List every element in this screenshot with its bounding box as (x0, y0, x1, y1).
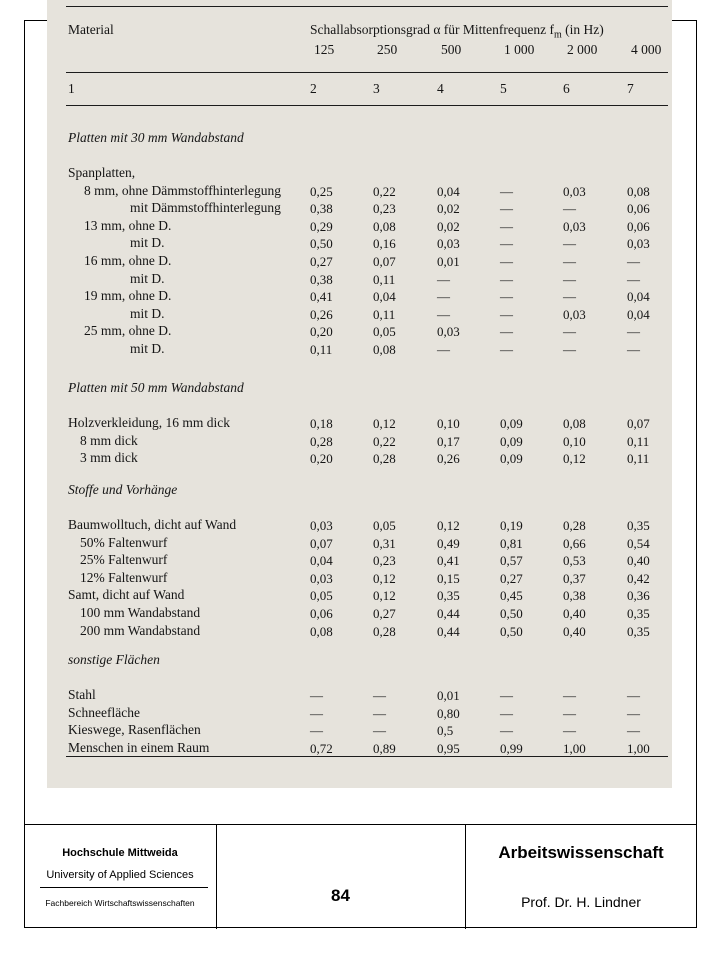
table-cell: — (373, 705, 386, 721)
table-cell: 0,57 (500, 553, 523, 569)
table-cell: 0,07 (310, 535, 333, 551)
column-number: 7 (627, 81, 634, 96)
table-cell: — (627, 688, 640, 703)
table-cell: — (563, 705, 576, 721)
table-cell: 0,28 (373, 623, 396, 639)
row-label: 25% Faltenwurf (80, 552, 168, 568)
table-cell: — (627, 254, 640, 269)
header-main-text: Schallabsorptionsgrad α für Mittenfrequenz f (310, 22, 555, 37)
column-number: 1 (68, 81, 75, 96)
table-cell: 0,02 (437, 218, 460, 234)
row-label: 8 mm, ohne Dämmstoffhinterlegung (84, 182, 281, 198)
row-label: 19 mm, ohne D. (84, 288, 172, 304)
table-cell: 0,10 (563, 433, 586, 449)
table-cell: 0,44 (437, 606, 460, 621)
row-label: 3 mm dick (80, 450, 138, 466)
table-cell: 0,53 (563, 553, 586, 569)
table-cell: 0,03 (627, 236, 650, 252)
table-cell: 0,40 (563, 623, 586, 639)
university-name: University of Applied Sciences (46, 869, 194, 881)
subject-title: Arbeitswissenschaft (498, 843, 664, 862)
table-cell: 0,17 (437, 433, 460, 449)
row-label: mit D. (130, 270, 165, 286)
table-cell: 0,28 (563, 518, 586, 533)
column-number: 6 (563, 81, 570, 96)
table-cell: 0,22 (373, 183, 396, 199)
table-cell: 0,50 (500, 606, 523, 621)
row-label: Samt, dicht auf Wand (68, 587, 185, 603)
department-name: Fachbereich Wirtschaftswissenschaften (45, 898, 195, 908)
section-title: Platten mit 30 mm Wandabstand (68, 130, 244, 145)
table-cell: — (563, 342, 576, 357)
table-cell: — (500, 342, 513, 357)
table-cell: 0,11 (373, 271, 396, 287)
table-cell: 0,09 (500, 433, 523, 449)
table-cell: 0,05 (310, 588, 333, 604)
row-label: 100 mm Wandabstand (80, 605, 201, 620)
table-cell: — (500, 289, 513, 305)
table-cell: — (563, 236, 576, 252)
table-cell: 0,01 (437, 688, 460, 703)
page-number: 84 (331, 886, 350, 905)
table-cell: 0,04 (373, 289, 396, 305)
table-cell: 0,49 (437, 535, 460, 551)
column-number: 4 (437, 81, 444, 96)
table-cell: 0,07 (627, 416, 650, 431)
table-cell: 0,27 (310, 254, 333, 269)
table-cell: 0,03 (310, 518, 333, 533)
table-cell: 0,35 (627, 623, 650, 639)
table-cell: — (500, 688, 513, 703)
table-cell: 0,19 (500, 518, 523, 533)
table-cell: 0,72 (310, 740, 333, 756)
table-cell: 0,11 (373, 306, 396, 322)
table-cell: 0,03 (563, 183, 586, 199)
table-cell: — (310, 705, 323, 721)
school-name: Hochschule Mittweida (62, 847, 178, 859)
row-label: Baumwolltuch, dicht auf Wand (68, 517, 237, 532)
absorption-table (48, 0, 668, 788)
table-cell: — (500, 183, 513, 199)
table-cell: 0,35 (627, 518, 650, 533)
table-cell: 0,05 (373, 324, 396, 340)
table-cell: — (563, 271, 576, 287)
university-underline (40, 887, 208, 888)
table-cell: 0,06 (310, 606, 333, 621)
section-title: sonstige Flächen (68, 652, 160, 667)
table-cell: — (627, 723, 640, 739)
table-cell: — (437, 306, 450, 322)
table-cell: 0,36 (627, 588, 650, 604)
table-cell: — (310, 723, 323, 739)
frequency-header: 500 (441, 42, 462, 57)
table-cell: 0,37 (563, 570, 586, 586)
header-frequency (310, 22, 604, 41)
table-cell: 0,08 (310, 623, 333, 639)
table-cell: — (373, 688, 386, 703)
row-label: 200 mm Wandabstand (80, 622, 201, 638)
table-cell: 0,03 (563, 218, 586, 234)
table-top-rule (66, 6, 668, 7)
frequency-header: 1 000 (504, 42, 535, 57)
row-label: 25 mm, ohne D. (84, 323, 172, 339)
table-cell: 0,12 (563, 451, 586, 467)
table-cell: 0,20 (310, 451, 333, 467)
table-cell: 0,50 (500, 623, 523, 639)
table-cell: — (627, 271, 640, 287)
table-cell: 0,41 (437, 553, 460, 569)
row-label: mit D. (130, 235, 165, 251)
table-cell: 0,38 (563, 588, 586, 604)
table-cell: 0,06 (627, 201, 650, 217)
table-cell: 0,11 (627, 433, 650, 449)
table-cell: 0,28 (310, 433, 333, 449)
table-cell: — (373, 723, 386, 739)
table-cell: 0,25 (310, 183, 333, 199)
table-cell: — (437, 289, 450, 305)
table-cell: 0,03 (310, 570, 333, 586)
table-cell: 0,04 (310, 553, 333, 569)
table-cell: 0,02 (437, 201, 460, 217)
table-cell: 0,09 (500, 451, 523, 467)
table-cell: 0,29 (310, 218, 333, 234)
section-title: Platten mit 50 mm Wandabstand (68, 380, 244, 395)
row-label: Menschen in einem Raum (68, 739, 210, 755)
table-cell: 0,31 (373, 535, 396, 551)
table-cell: 0,12 (373, 588, 396, 604)
table-cell: 1,00 (563, 740, 586, 756)
table-cell: 0,09 (500, 416, 523, 431)
table-cell: — (500, 236, 513, 252)
table-cell: 0,28 (373, 451, 396, 467)
header-rule (66, 72, 668, 73)
table-cell: 0,07 (373, 254, 396, 269)
table-cell: 0,03 (563, 306, 586, 322)
table-cell: — (500, 324, 513, 340)
table-cell: 0,38 (310, 201, 333, 217)
table-cell: 0,08 (373, 342, 396, 357)
column-number-rule (66, 105, 668, 106)
table-cell: 0,81 (500, 535, 523, 551)
table-cell: — (500, 254, 513, 269)
table-cell: 0,11 (310, 342, 333, 357)
table-cell: 0,16 (373, 236, 396, 252)
row-label: Kieswege, Rasenflächen (68, 722, 201, 738)
table-cell: — (500, 705, 513, 721)
table-cell: 0,95 (437, 740, 460, 756)
table-cell: 0,12 (437, 518, 460, 533)
row-label: Stahl (68, 687, 96, 702)
table-cell: 0,27 (500, 570, 523, 586)
table-cell: 1,00 (627, 740, 650, 756)
table-cell: — (563, 201, 576, 217)
table-cell: 0,08 (627, 183, 650, 199)
table-cell: — (437, 271, 450, 287)
table-cell: — (563, 289, 576, 305)
row-label: 12% Faltenwurf (80, 569, 168, 585)
row-label: mit Dämmstoffhinterlegung (130, 200, 281, 216)
table-cell: — (563, 723, 576, 739)
table-cell: 0,22 (373, 433, 396, 449)
table-cell: 0,26 (437, 451, 460, 467)
row-label: 16 mm, ohne D. (84, 253, 172, 268)
table-cell: — (563, 324, 576, 340)
table-cell: 0,35 (627, 606, 650, 621)
table-cell: — (500, 201, 513, 217)
table-cell: 0,89 (373, 740, 396, 756)
table-cell: 0,03 (437, 236, 460, 252)
table-cell: 0,41 (310, 289, 333, 305)
column-number: 3 (373, 81, 380, 96)
row-label: mit D. (130, 341, 165, 356)
table-cell: — (563, 254, 576, 269)
table-cell: 0,01 (437, 254, 460, 269)
table-cell: — (500, 306, 513, 322)
table-cell: 0,42 (627, 570, 650, 586)
table-cell: — (627, 342, 640, 357)
table-cell: — (500, 723, 513, 739)
table-cell: 0,18 (310, 416, 333, 431)
row-label: mit D. (130, 305, 165, 321)
table-cell: 0,11 (627, 451, 650, 467)
table-cell: 0,04 (627, 289, 650, 305)
table-cell: 0,26 (310, 306, 333, 322)
frequency-header: 4 000 (631, 42, 662, 57)
frequency-header: 250 (377, 42, 398, 57)
table-cell: 0,08 (563, 416, 586, 431)
row-label: 50% Faltenwurf (80, 534, 168, 550)
table-cell: — (437, 342, 450, 357)
column-number: 5 (500, 81, 507, 96)
table-cell: 0,23 (373, 201, 396, 217)
table-cell: 0,10 (437, 416, 460, 431)
table-cell: 0,04 (627, 306, 650, 322)
header-unit: (in Hz) (561, 22, 604, 37)
table-cell: 0,45 (500, 588, 523, 604)
header-material: Material (68, 22, 114, 37)
table-cell: 0,50 (310, 236, 333, 252)
section-title: Stoffe und Vorhänge (68, 482, 178, 497)
footer-divider-left (216, 824, 217, 929)
row-label: 13 mm, ohne D. (84, 217, 172, 233)
table-cell: — (627, 324, 640, 340)
table-cell: 0,99 (500, 740, 523, 756)
table-cell: 0,40 (563, 606, 586, 621)
table-cell: 0,35 (437, 588, 460, 604)
row-label: Schneefläche (68, 704, 140, 720)
table-cell: 0,03 (437, 324, 460, 340)
row-label: Spanplatten, (68, 165, 136, 180)
table-cell: 0,15 (437, 570, 460, 586)
table-cell: 0,40 (627, 553, 650, 569)
table-cell: 0,06 (627, 218, 650, 234)
table-cell: — (627, 705, 640, 721)
table-cell: 0,12 (373, 570, 396, 586)
table-cell: 0,54 (627, 535, 650, 551)
table-cell: 0,04 (437, 183, 460, 199)
frequency-header: 2 000 (567, 42, 598, 57)
frequency-header: 125 (314, 42, 335, 57)
table-cell: — (563, 688, 576, 703)
footer-divider-right (465, 824, 466, 929)
table-cell: 0,20 (310, 324, 333, 340)
table-cell: 0,27 (373, 606, 396, 621)
column-number: 2 (310, 81, 317, 96)
table-cell: 0,5 (437, 723, 454, 739)
table-cell: 0,66 (563, 535, 586, 551)
row-label: 8 mm dick (80, 432, 138, 448)
header-subscript: m (554, 29, 562, 41)
table-cell: — (310, 688, 323, 703)
table-cell: 0,05 (373, 518, 396, 533)
table-cell: 0,80 (437, 705, 460, 721)
table-cell: 0,12 (373, 416, 396, 431)
table-cell: 0,08 (373, 218, 396, 234)
table-cell: 0,23 (373, 553, 396, 569)
table-cell: 0,38 (310, 271, 333, 287)
table-cell: — (500, 218, 513, 234)
table-cell: — (500, 271, 513, 287)
professor-name: Prof. Dr. H. Lindner (521, 894, 641, 910)
row-label: Holzverkleidung, 16 mm dick (68, 415, 230, 430)
table-cell: 0,44 (437, 623, 460, 639)
